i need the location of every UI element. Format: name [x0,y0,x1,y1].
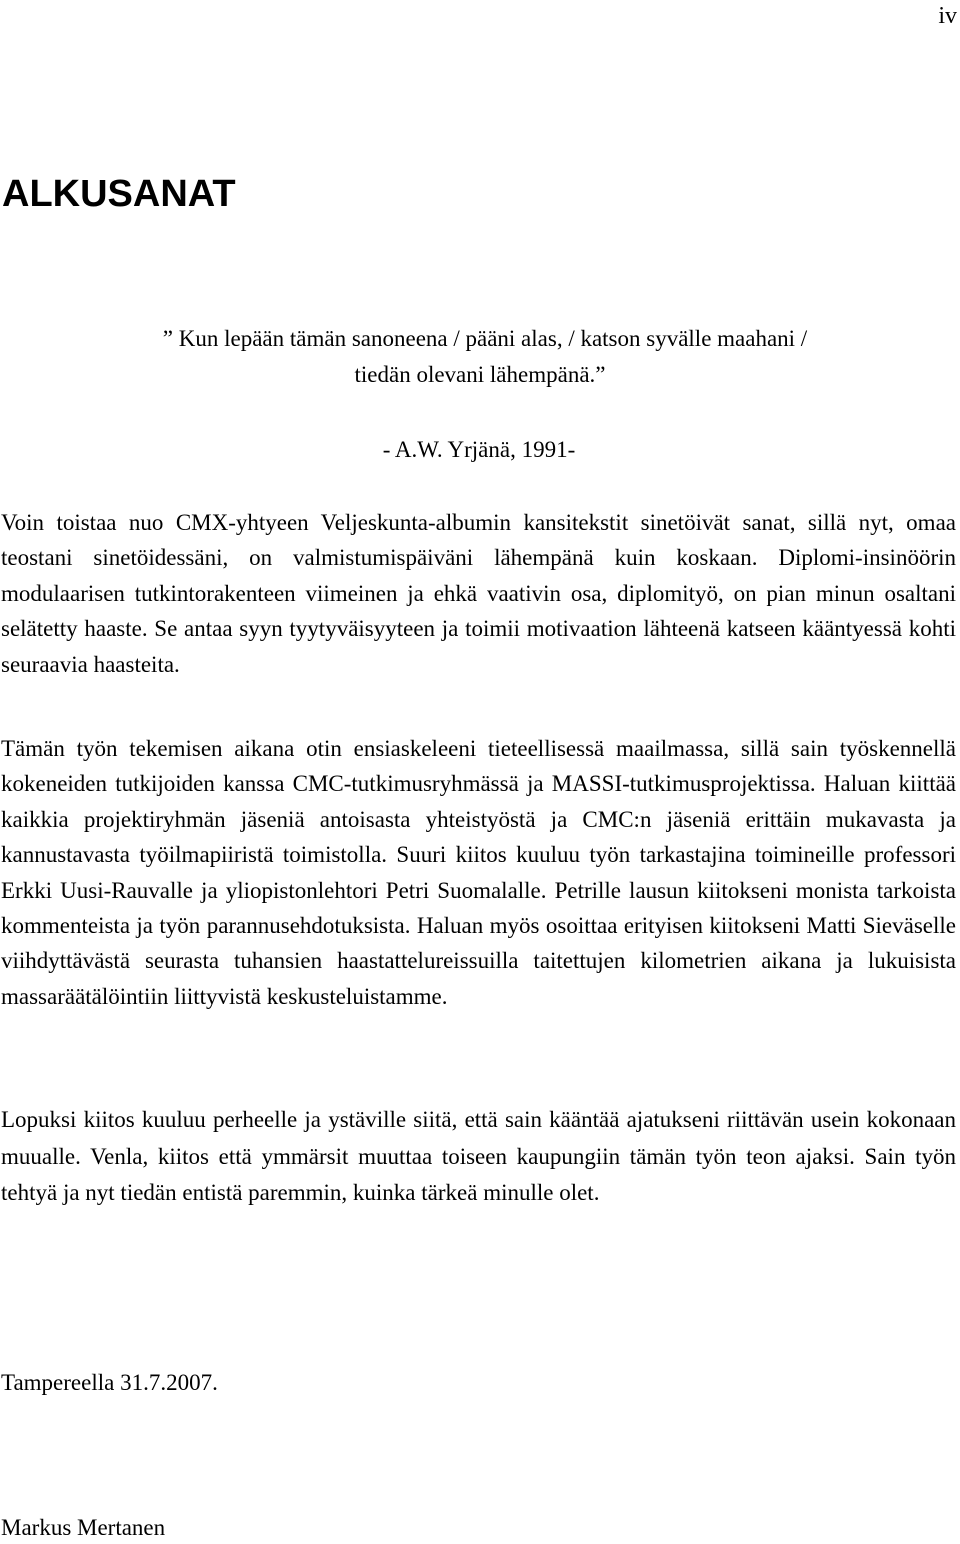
paragraph-family: Lopuksi kiitos kuuluu perheelle ja ystäville siitä, että sain kääntää ajatukseni riittävän usein kokonaan muualle. Venla, kiitos että ymmärsit muuttaa toiseen kaupungiin tämän työn teon ajaksi. Sain työn tehtyä ja nyt tiedän entistä paremmin, kuinka tärkeä minulle olet. [1,1107,956,1206]
epigraph-attribution [0,434,960,466]
page-title: ALKUSANAT [2,173,236,215]
author-signature: Markus Mertanen [1,1515,166,1540]
paragraph-intro: Voin toistaa nuo CMX-yhtyeen Veljeskunta-albumin kansitekstit sinetöivät sanat, sillä nyt, omaa teostani sinetöidessäni, on valmistumispäiväni lähempänä kuin koskaan. Diplomi-insinöörin modulaarisen tutkintorakenteen viimeinen ja ehkä vaativin osa, diplomityö, on pian minun osaltani selätetty haaste. Se antaa syyn tyytyväisyyteen ja toimii motivaation lähteenä katseen kääntyessä kohti seuraavia haasteita. [1,510,956,677]
epigraph-attribution-text: - A.W. Yrjänä, 1991- [382,437,576,462]
epigraph-line-2: tiedän olevani lähempänä.” [354,362,606,387]
epigraph-line-1: ” Kun lepään tämän sanoneena / pääni alas, / katson syvälle maahani / [162,326,808,351]
place-and-date: Tampereella 31.7.2007. [1,1370,218,1395]
epigraph [0,321,960,393]
paragraph-acknowledgements: Tämän työn tekemisen aikana otin ensiaskeleeni tieteellisessä maailmassa, sillä sain työskennellä kokeneiden tutkijoiden kanssa CMC-tutkimusryhmässä ja MASSI-tutkimusprojektissa. Haluan kiittää kaikkia projektiryhmän jäseniä antoisasta yhteistyöstä ja CMC:n jäseniä erittäin mukavasta ja kannustavasta työilmapiiristä toimistolla. Suuri kiitos kuuluu työn tarkastajina toimineille professori Erkki Uusi-Rauvalle ja yliopistonlehtori Petri Suomalalle. Petrille lausun kiitokseni monista tarkoista kommenteista ja työn parannusehdotuksista. Haluan myös osoittaa erityisen kiitokseni Matti Sieväselle viihdyttävästä seurasta tuhansien haastattelureissuilla taitettujen kilometrien aikana ja lukuisista massaräätälöintiin liittyvistä keskusteluistamme. [1,736,956,1009]
page-number: iv [938,3,957,29]
